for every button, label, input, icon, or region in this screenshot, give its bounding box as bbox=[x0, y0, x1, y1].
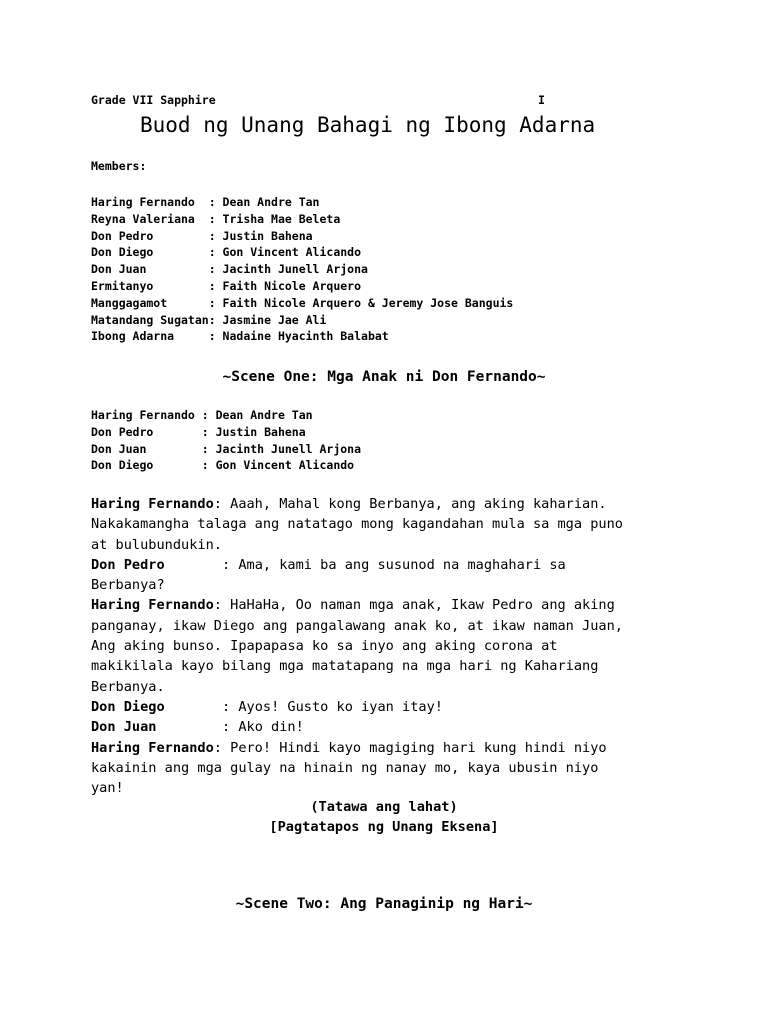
dialogue-line: Don Pedro : Ama, kami ba ang susunod na maghahari sa bbox=[91, 556, 566, 573]
cast-row: Don Pedro : Justin Bahena bbox=[91, 424, 306, 439]
scene-one-title: ~Scene One: Mga Anak ni Don Fernando~ bbox=[222, 369, 546, 385]
cast-row: Don Juan : Jacinth Junell Arjona bbox=[91, 441, 362, 456]
member-row: Don Diego : Gon Vincent Alicando bbox=[91, 245, 362, 260]
members-list bbox=[91, 194, 513, 345]
cast-row: Don Diego : Gon Vincent Alicando bbox=[91, 458, 355, 473]
dialogue-line: at bulubundukin. bbox=[91, 536, 222, 553]
dialogue-line: Don Diego : Ayos! Gusto ko iyan itay! bbox=[91, 698, 443, 715]
scene-two-title: ~Scene Two: Ang Panaginip ng Hari~ bbox=[235, 896, 533, 912]
stage-direction: (Tatawa ang lahat) bbox=[310, 799, 458, 815]
dialogue-line: yan! bbox=[91, 780, 124, 797]
dialogue-line: Haring Fernando: Aaah, Mahal kong Berbanya, ang aking kaharian. bbox=[91, 496, 607, 512]
dialogue-line: panganay, ikaw Diego ang pangalawang anak ko, at ikaw naman Juan, bbox=[91, 617, 623, 634]
members-label: Members: bbox=[91, 159, 147, 173]
member-row: Don Pedro : Justin Bahena bbox=[91, 228, 313, 243]
member-row: Matandang Sugatan: Jasmine Jae Ali bbox=[91, 312, 327, 327]
member-row: Reyna Valeriana : Trisha Mae Beleta bbox=[91, 211, 341, 226]
member-row: Manggagamot : Faith Nicole Arquero & Jeremy Jose Banguis bbox=[91, 295, 514, 310]
dialogue-line: Haring Fernando: HaHaHa, Oo naman mga anak, Ikaw Pedro ang aking bbox=[91, 597, 615, 614]
member-row: Ibong Adarna : Nadaine Hyacinth Balabat bbox=[91, 329, 389, 344]
dialogue-line: makikilala kayo bilang mga matatapang na mga hari ng Kahariang bbox=[91, 658, 599, 675]
section-mark: I bbox=[538, 93, 545, 107]
member-row: Ermitanyo : Faith Nicole Arquero bbox=[91, 278, 362, 293]
member-row: Haring Fernando : Dean Andre Tan bbox=[91, 195, 320, 209]
member-row: Don Juan : Jacinth Junell Arjona bbox=[91, 262, 368, 277]
dialogue-line: Nakakamangha talaga ang natatago mong kagandahan mula sa mga puno bbox=[91, 516, 623, 533]
scene-ending: [Pagtatapos ng Unang Eksena] bbox=[269, 819, 499, 835]
dialogue-line: Haring Fernando: Pero! Hindi kayo magiging hari kung hindi niyo bbox=[91, 739, 607, 756]
dialogue-line: kakainin ang mga gulay na hinain ng nanay mo, kaya ubusin niyo bbox=[91, 759, 599, 776]
dialogue-line: Don Juan : Ako din! bbox=[91, 719, 304, 736]
grade-label: Grade VII Sapphire bbox=[91, 93, 216, 107]
scene-one-cast bbox=[91, 407, 361, 474]
cast-row: Haring Fernando : Dean Andre Tan bbox=[91, 408, 313, 422]
dialogue-line: Berbanya. bbox=[91, 678, 165, 695]
dialogue-line: Berbanya? bbox=[91, 577, 165, 594]
dialogue-line: Ang aking bunso. Ipapapasa ko sa inyo ang aking corona at bbox=[91, 638, 558, 655]
scene-one-dialogue bbox=[91, 494, 691, 798]
page-title: Buod ng Unang Bahagi ng Ibong Adarna bbox=[140, 113, 596, 137]
